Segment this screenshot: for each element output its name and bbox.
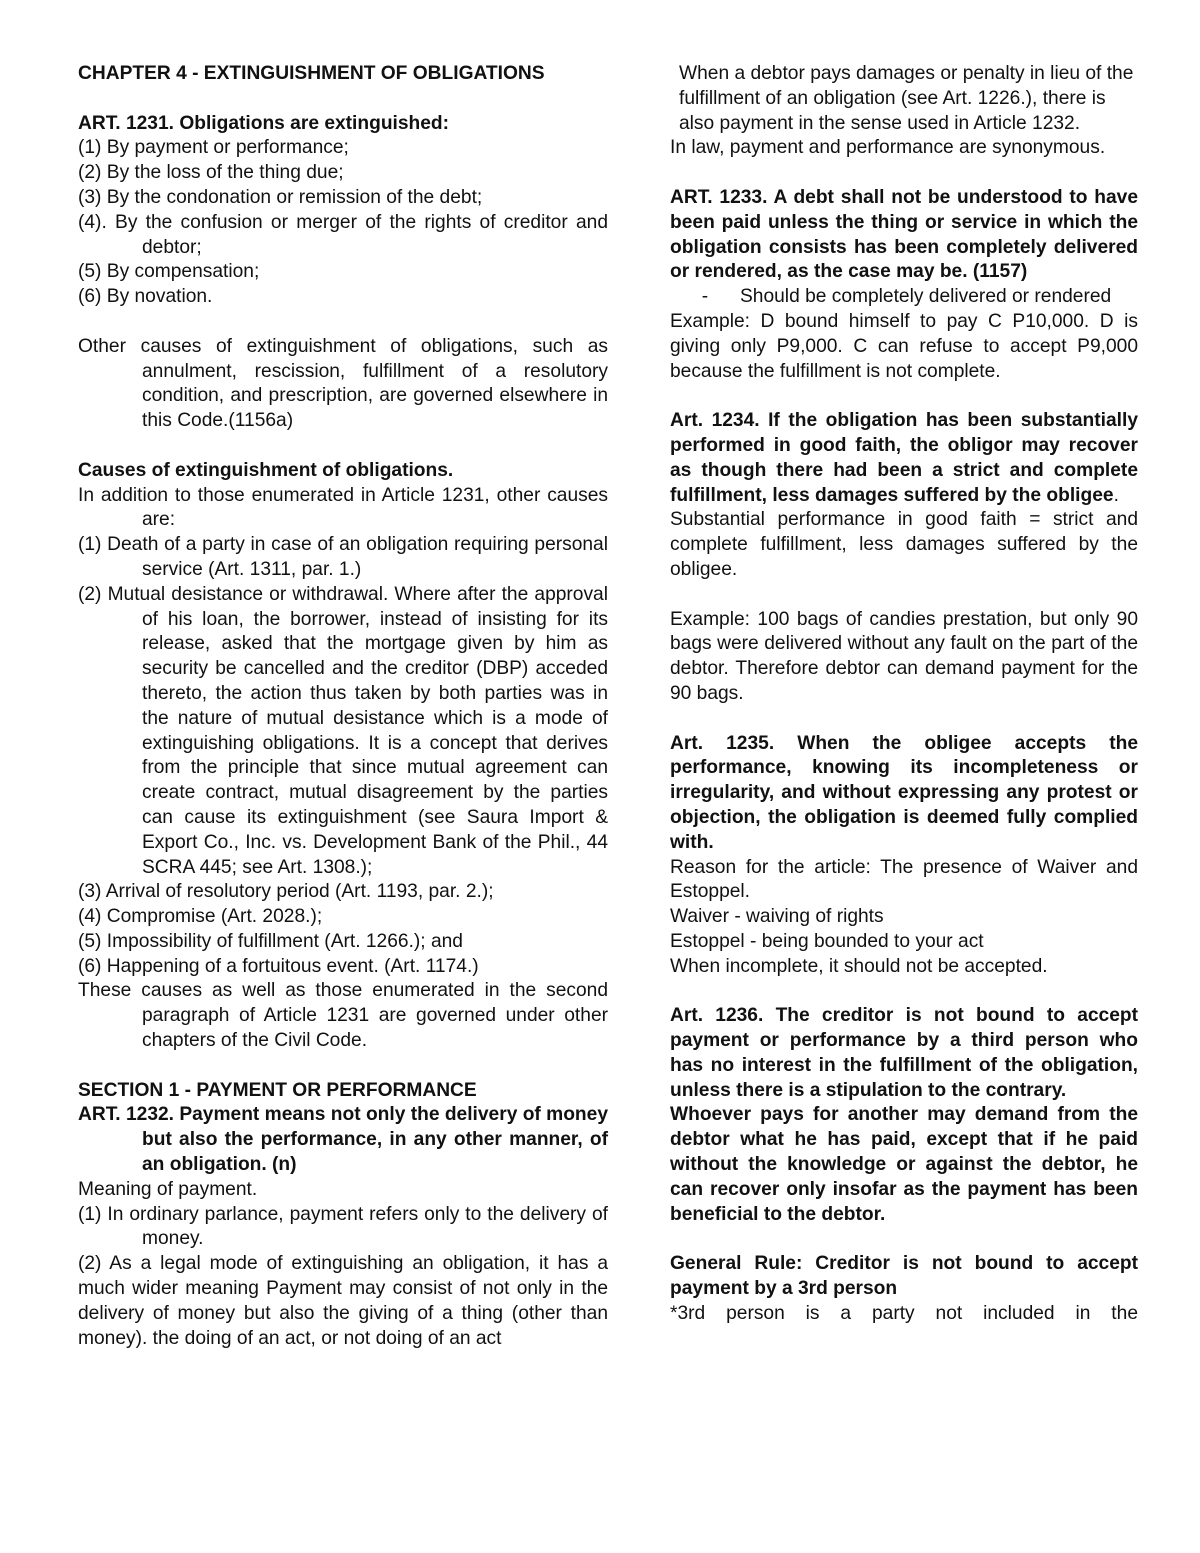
art1231-item: (5) By compensation;: [78, 261, 260, 283]
causes-item: (5) Impossibility of fulfillment (Art. 1266.); and: [78, 930, 463, 952]
right-column: [670, 62, 1138, 1327]
left-column: [78, 62, 608, 1351]
causes-heading: Causes of extinguishment of obligations.: [78, 459, 454, 481]
dash-marker: -: [701, 286, 709, 308]
art1231-item: (1) By payment or performance;: [78, 137, 349, 159]
art1234-heading: Art. 1234. If the obligation has been substantially performed in good faith, the obligor may recover as though there had been a strict and complete fulfillment, less damages suffered by the obligee: [670, 410, 1138, 506]
spacer: [670, 384, 1138, 409]
third-person-note: *3rd person is a party not included in the: [670, 1302, 1138, 1324]
art1234-heading-end: .: [1113, 484, 1119, 506]
art1234-substantial: Substantial performance in good faith = strict and complete fulfillment, less damages suffered by the obligee.: [670, 509, 1138, 580]
art1231-item: (3) By the condonation or remission of the debt;: [78, 186, 483, 208]
meaning-item: (1) In ordinary parlance, payment refers only to the delivery of money.: [78, 1203, 608, 1250]
spacer: [670, 979, 1138, 1004]
chapter-title: CHAPTER 4 - EXTINGUISHMENT OF OBLIGATIONS: [78, 63, 545, 84]
art1231-item: (4). By the confusion or merger of the rights of creditor and debtor;: [78, 211, 608, 258]
art1235-incomplete: When incomplete, it should not be accepted.: [670, 955, 1048, 977]
art1235-reason: Reason for the article: The presence of Waiver and Estoppel.: [670, 856, 1138, 903]
art1233-example: Example: D bound himself to pay C P10,000. D is giving only P9,000. C can refuse to accept P9,000 because the fulfillment is not complete.: [670, 310, 1138, 382]
general-rule: General Rule: Creditor is not bound to accept payment by a 3rd person: [670, 1253, 1138, 1300]
spacer: [670, 1227, 1138, 1252]
art1231-item: (2) By the loss of the thing due;: [78, 162, 344, 184]
synonymous-paragraph: In law, payment and performance are synonymous.: [670, 137, 1106, 159]
causes-item: (2) Mutual desistance or withdrawal. Where after the approval of his loan, the borrower, instead of insisting for its release, asked that the mortgage given by him as security be cancelled and the creditor (DBP) acceded thereto, the action thus taken by both parties was in the nature of mutual desistance which is a mode of extinguishing obligations. It is a concept that derives from the principle that since mutual agreement can create contract, mutual disagreement by the parties can cause its extinguishment (see Saura Import & Export Co., Inc. vs. Development Bank of the Phil., 44 SCRA 445; see Art. 1308.);: [78, 583, 608, 878]
causes-closing: These causes as well as those enumerated in the second paragraph of Article 1231 are governed under other chapters of the Civil Code.: [78, 980, 608, 1052]
meaning-heading: Meaning of payment.: [78, 1178, 258, 1200]
damages-paragraph: When a debtor pays damages or penalty in lieu of the fulfillment of an obligation (see Art. 1226.), there is also payment in the sense used in Article 1232.: [679, 63, 1134, 134]
spacer: [78, 310, 608, 335]
spacer: [78, 434, 608, 459]
spacer: [78, 87, 608, 112]
meaning-item: (2) As a legal mode of extinguishing an obligation, it has a much wider meaning Payment may consist of not only in the delivery of money but also the giving of a thing (other than money). the doing of an act, or not doing of an act: [78, 1253, 608, 1349]
other-causes-paragraph: Other causes of extinguishment of obligations, such as annulment, rescission, fulfillment of a resolutory condition, and prescription, are governed elsewhere in this Code.(1156a): [78, 335, 608, 432]
art1235-heading: Art. 1235. When the obligee accepts the performance, knowing its incompleteness or irregularity, and without expressing any protest or objection, the obligation is deemed fully complied with.: [670, 732, 1138, 853]
spacer: [670, 707, 1138, 732]
art1236-whoever: Whoever pays for another may demand from the debtor what he has paid, except that if he paid without the knowledge or against the debtor, he can recover only insofar as the payment has been beneficial to the debtor.: [670, 1104, 1138, 1225]
causes-item: (3) Arrival of resolutory period (Art. 1193, par. 2.);: [78, 881, 494, 903]
art1233-bullet: [670, 285, 1138, 310]
art1231-heading: ART. 1231. Obligations are extinguished:: [78, 112, 450, 134]
section-title: SECTION 1 - PAYMENT OR PERFORMANCE: [78, 1079, 477, 1101]
spacer: [670, 161, 1138, 186]
causes-intro: In addition to those enumerated in Article 1231, other causes are:: [78, 484, 608, 531]
bullet-text: Should be completely delivered or rendered: [740, 286, 1112, 308]
art1233-heading: ART. 1233. A debt shall not be understood to have been paid unless the thing or service in which the obligation consists has been completely delivered or rendered, as the case may be. (1157): [670, 186, 1138, 283]
causes-item: (6) Happening of a fortuitous event. (Art. 1174.): [78, 955, 479, 977]
art1236-heading: Art. 1236. The creditor is not bound to accept payment or performance by a third person who has no interest in the fulfillment of the obligation, unless there is a stipulation to the contrary.: [670, 1005, 1138, 1101]
art1234-heading-block: [670, 409, 1138, 508]
spacer: [78, 1054, 608, 1079]
art1231-item: (6) By novation.: [78, 286, 213, 308]
spacer: [670, 583, 1138, 608]
art1232-heading: ART. 1232. Payment means not only the delivery of money but also the performance, in any other manner, of an obligation. (n): [78, 1104, 608, 1176]
causes-item: (1) Death of a party in case of an obligation requiring personal service (Art. 1311, par. 1.): [78, 534, 608, 580]
art1234-example: Example: 100 bags of candies prestation, but only 90 bags were delivered without any fault on the part of the debtor. Therefore debtor can demand payment for the 90 bags.: [670, 608, 1138, 704]
causes-item: (4) Compromise (Art. 2028.);: [78, 906, 323, 928]
art1235-estoppel: Estoppel - being bounded to your act: [670, 930, 984, 952]
art1235-waiver: Waiver - waiving of rights: [670, 906, 884, 928]
